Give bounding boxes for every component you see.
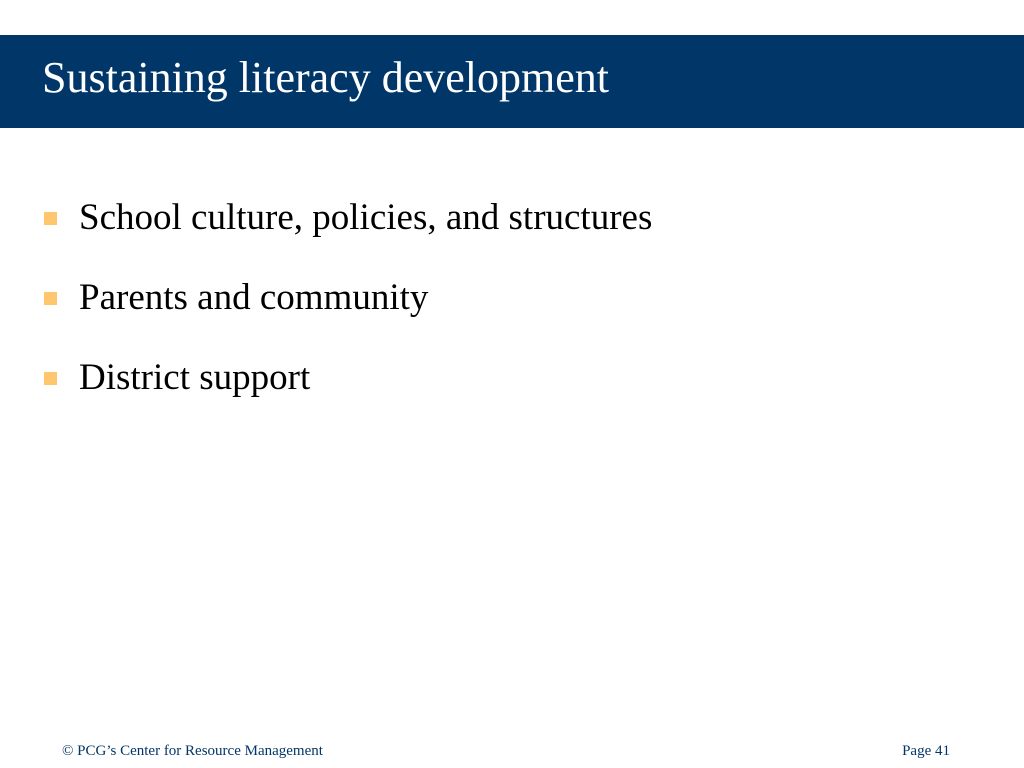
bullet-item (44, 258, 652, 338)
slide-title: Sustaining literacy development (42, 53, 609, 102)
bullet-text: District support (79, 357, 311, 398)
page-number: Page 41 (902, 743, 950, 759)
square-bullet-icon (44, 212, 57, 225)
square-bullet-icon (44, 372, 57, 385)
copyright-footer: © PCG’s Center for Resource Management (62, 743, 323, 759)
bullet-item (44, 338, 652, 418)
bullet-text: Parents and community (79, 277, 429, 318)
bullet-item (44, 178, 652, 258)
bullet-list (44, 178, 652, 418)
bullet-text: School culture, policies, and structures (79, 197, 653, 238)
square-bullet-icon (44, 292, 57, 305)
